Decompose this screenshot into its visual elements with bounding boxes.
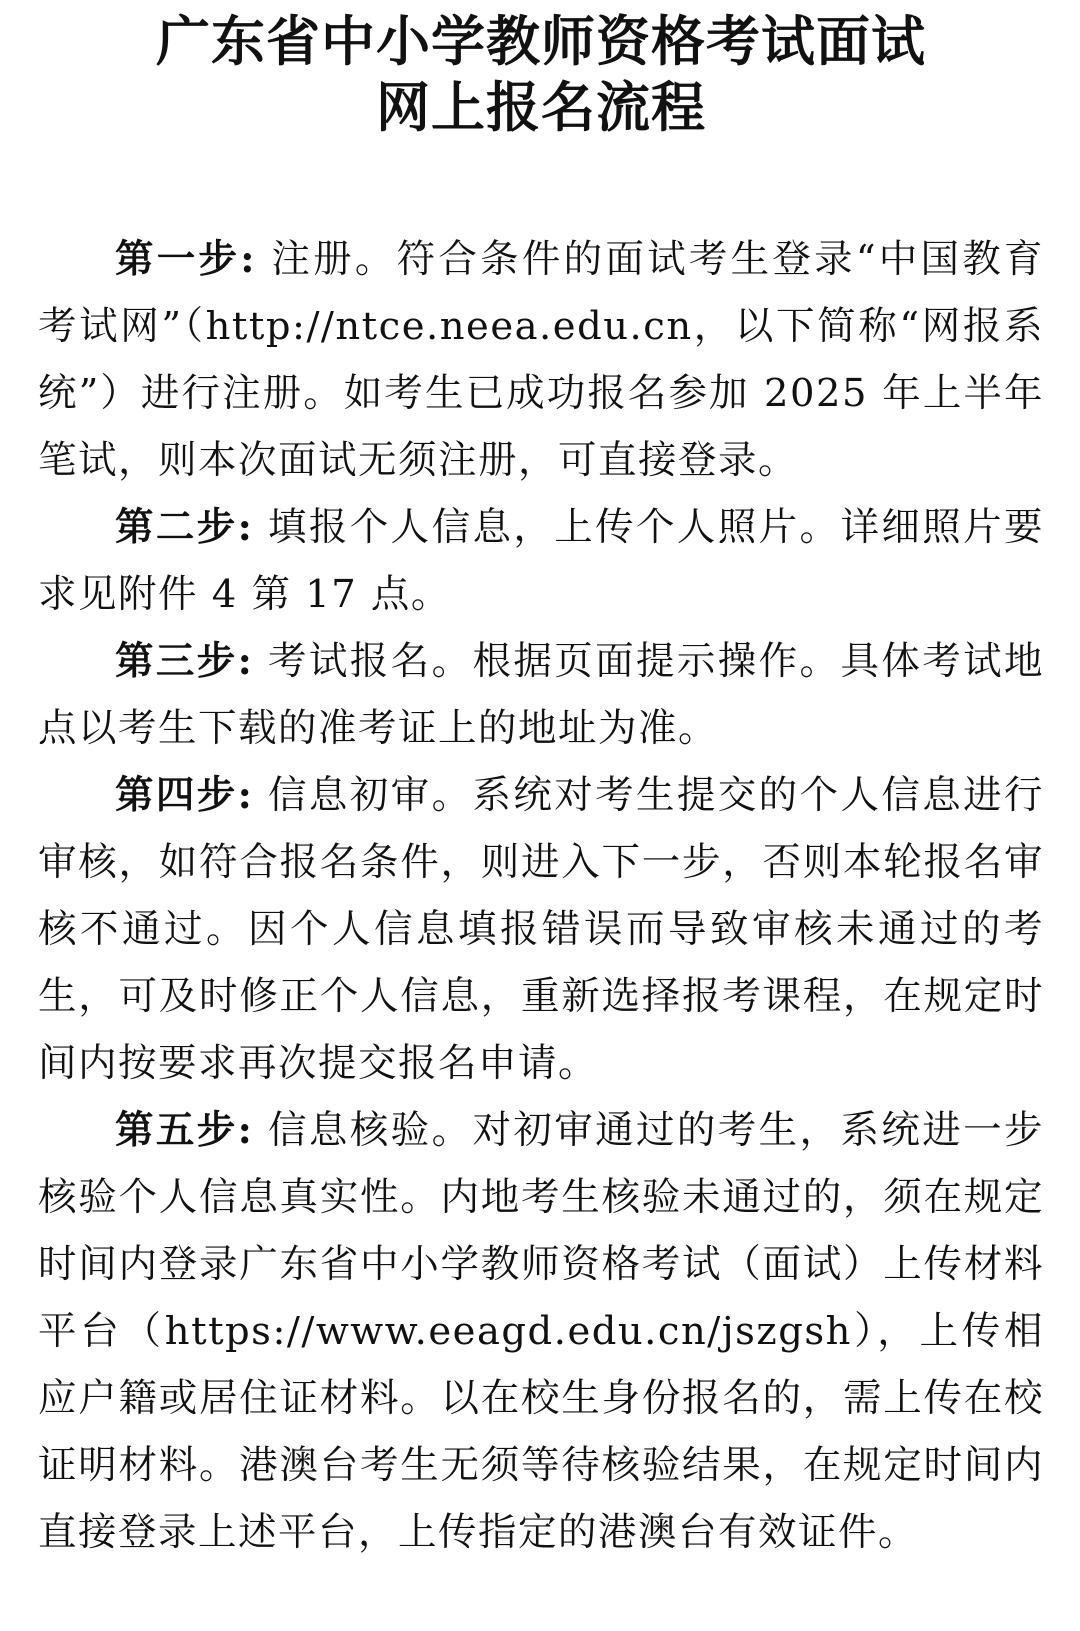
title-line-2: 网上报名流程 (376, 75, 706, 139)
step-5-text: 信息核验。对初审通过的考生，系统进一步核验个人信息真实性。内地考生核验未通过的，须在规定时间内登录广东省中小学教师资格考试（面试）上传材料平台（https://www.eeagd.edu.cn/jszgsh），上传相应户籍或居住证材料。以在校生身份报名的，需上传在校证明材料。港澳台考生无须等待核验结果，在规定时间内直接登录上述平台，上传指定的港澳台有效证件。 (38, 1108, 1044, 1555)
step-5-paragraph (38, 1097, 1044, 1566)
step-4-label: 第四步: (115, 773, 254, 818)
step-2-paragraph (38, 494, 1044, 628)
step-2-text: 填报个人信息，上传个人照片。详细照片要求见附件 4 第 17 点。 (38, 505, 1044, 617)
step-4-paragraph (38, 762, 1044, 1097)
step-3-paragraph (38, 628, 1044, 762)
step-4-text: 信息初审。系统对考生提交的个人信息进行审核，如符合报名条件，则进入下一步，否则本轮报名审核不通过。因个人信息填报错误而导致审核未通过的考生，可及时修正个人信息，重新选择报考课程，在规定时间内按要求再次提交报名申请。 (38, 773, 1044, 1086)
step-1-text: 注册。符合条件的面试考生登录“中国教育考试网”（http://ntce.neea.edu.cn，以下简称“网报系统”）进行注册。如考生已成功报名参加 2025 年上半年笔试，则本次面试无须注册，可直接登录。 (38, 237, 1045, 483)
step-1-label: 第一步: (115, 237, 256, 282)
document-title (38, 8, 1044, 140)
title-line-1: 广东省中小学教师资格考试面试 (156, 9, 926, 73)
step-3-label: 第三步: (115, 639, 254, 684)
document-body (38, 226, 1044, 1566)
step-5-label: 第五步: (115, 1108, 254, 1153)
step-2-label: 第二步: (115, 505, 254, 550)
step-3-text: 考试报名。根据页面提示操作。具体考试地点以考生下载的准考证上的地址为准。 (38, 639, 1044, 751)
step-1-paragraph (38, 226, 1044, 494)
